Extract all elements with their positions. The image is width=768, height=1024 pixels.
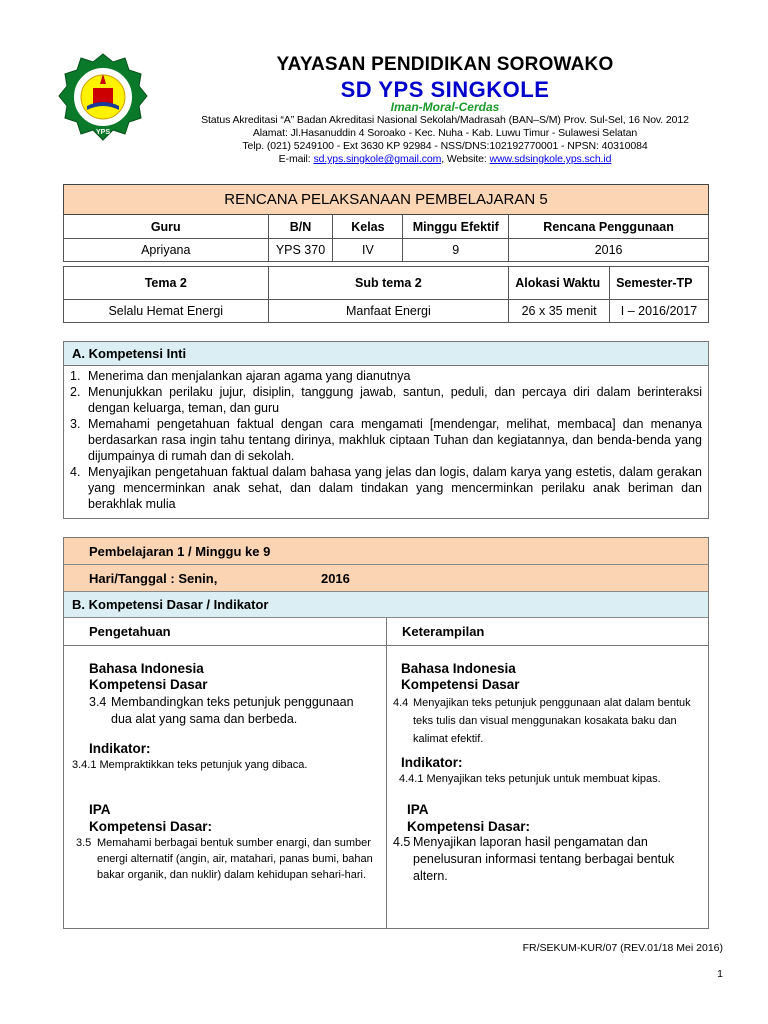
ipa-title: IPA xyxy=(89,802,111,817)
value-minggu-efektif: 9 xyxy=(403,239,509,262)
org-name: YAYASAN PENDIDIKAN SOROWAKO xyxy=(276,54,614,75)
school-name: SD YPS SINGKOLE xyxy=(340,77,550,102)
keterampilan-column xyxy=(387,618,708,928)
bi-kd-item xyxy=(393,694,693,748)
hari-tanggal-year: 2016 xyxy=(320,571,350,586)
bi-kd-text: Menyajikan teks petunjuk penggunaan alat dalam bentuk teks tulis dan visual menggunakan kosakata baku dan kalimat efektif. xyxy=(413,697,691,745)
list-item xyxy=(70,464,702,512)
tema-label: Tema 2 xyxy=(64,267,269,300)
header-guru: Guru xyxy=(64,215,269,239)
hari-tanggal-row xyxy=(64,565,708,592)
address-line: Alamat: Jl.Hasanuddin 4 Soroako - Kec. Nuha - Kab. Luwu Timur - Sulawesi Selatan xyxy=(252,127,638,139)
bi-kd-label: Kompetensi Dasar xyxy=(89,677,208,692)
ipa-kd-label: Kompetensi Dasar: xyxy=(89,819,213,834)
bi-kd-text: Membandingkan teks petunjuk penggunaan dua alat yang sama dan berbeda. xyxy=(111,695,354,726)
item-text: Menyajikan pengetahuan faktual dalam bahasa yang jelas dan logis, dalam karya yang estetis, dalam gerakan yang mencerminkan anak sehat, dan dalam tindakan yang mencerminkan perilaku anak beriman dan berakhlak mulia xyxy=(88,465,702,511)
semester-value: I – 2016/2017 xyxy=(610,300,709,323)
pengetahuan-column xyxy=(64,618,387,928)
website-label: , Website: xyxy=(441,153,490,165)
ipa-kd-item xyxy=(76,835,376,883)
tema-value: Selalu Hemat Energi xyxy=(64,300,269,323)
header-kelas: Kelas xyxy=(333,215,403,239)
pembelajaran-section xyxy=(63,537,709,929)
bi-kd-number: 4.4 xyxy=(393,697,409,709)
school-motto: Iman-Moral-Cerdas xyxy=(390,100,500,114)
bi-indikator-text: 4.4.1 Menyajikan teks petunjuk untuk membuat kipas. xyxy=(399,773,661,785)
bi-indikator-label: Indikator: xyxy=(89,741,151,756)
rpp-info-table xyxy=(63,184,709,323)
hari-tanggal-label: Hari/Tanggal : Senin, xyxy=(89,571,218,586)
subtema-value: Manfaat Energi xyxy=(268,300,509,323)
ipa-kd-label: Kompetensi Dasar: xyxy=(407,819,531,834)
email-link[interactable]: sd.yps.singkole@gmail.com xyxy=(313,153,442,165)
semester-label: Semester-TP xyxy=(610,267,709,300)
pengetahuan-heading: Pengetahuan xyxy=(64,618,386,646)
item-text: Menunjukkan perilaku jujur, disiplin, tanggung jawab, santun, peduli, dan percaya diri dalam berinteraksi dengan keluarga, teman, dan guru xyxy=(88,385,702,415)
value-guru: Apriyana xyxy=(64,239,269,262)
bi-indikator-text: 3.4.1 Mempraktikkan teks petunjuk yang dibaca. xyxy=(72,759,308,771)
kompetensi-inti-heading: A. Kompetensi Inti xyxy=(64,342,708,366)
alokasi-label: Alokasi Waktu xyxy=(509,267,610,300)
list-item xyxy=(70,368,702,384)
value-kelas: IV xyxy=(333,239,403,262)
header-rencana-penggunaan: Rencana Penggunaan xyxy=(509,215,709,239)
keterampilan-heading: Keterampilan xyxy=(387,618,708,646)
list-item xyxy=(70,416,702,464)
list-item xyxy=(70,384,702,416)
school-logo xyxy=(57,52,149,144)
bi-kd-item xyxy=(89,694,374,728)
ipa-kd-text: Menyajikan laporan hasil pengamatan dan penelusuran informasi tentang berbagai bentuk altern. xyxy=(413,835,675,883)
item-number: 3. xyxy=(70,417,81,431)
kompetensi-dasar-heading: B. Kompetensi Dasar / Indikator xyxy=(64,592,708,618)
website-link[interactable]: www.sdsingkole.yps.sch.id xyxy=(489,153,612,165)
ipa-title: IPA xyxy=(407,802,429,817)
bi-title: Bahasa Indonesia xyxy=(401,661,516,676)
item-number: 4. xyxy=(70,465,81,479)
bi-indikator-label: Indikator: xyxy=(401,755,463,770)
pembelajaran-title: Pembelajaran 1 / Minggu ke 9 xyxy=(64,538,708,565)
bi-kd-number: 3.4 xyxy=(89,695,107,709)
kompetensi-columns xyxy=(64,618,708,928)
ipa-kd-number: 4.5 xyxy=(393,835,411,849)
page-number: 1 xyxy=(717,968,723,980)
item-number: 1. xyxy=(70,369,81,383)
rpp-title: RENCANA PELAKSANAAN PEMBELAJARAN 5 xyxy=(64,185,709,215)
item-text: Memahami pengetahuan faktual dengan cara mengamati [mendengar, melihat, membaca] dan menanya berdasarkan rasa ingin tahu tentang dirinya, makhluk ciptaan Tuhan dan kegiatannya, dan benda-benda yang dijumpainya di rumah dan di sekolah. xyxy=(88,417,702,463)
item-text: Menerima dan menjalankan ajaran agama yang dianutnya xyxy=(88,369,411,383)
bi-kd-label: Kompetensi Dasar xyxy=(401,677,520,692)
ipa-kd-text: Memahami berbagai bentuk sumber enargi, dan sumber energi alternatif (angin, air, matahari, panas bumi, bahan bakar organik, dan nuklir) dalam kehidupan sehari-hari. xyxy=(97,837,373,881)
subtema-label: Sub tema 2 xyxy=(268,267,509,300)
accreditation-line: Status Akreditasi “A” Badan Akreditasi Nasional Sekolah/Madrasah (BAN–S/M) Prov. Sul-Sel, 16 Nov. 2012 xyxy=(201,114,689,126)
phone-line: Telp. (021) 5249100 - Ext 3630 KP 92984 - NSS/DNS:102192770001 - NPSN: 40310084 xyxy=(242,140,648,152)
value-bn: YPS 370 xyxy=(268,239,333,262)
ipa-kd-number: 3.5 xyxy=(76,837,92,849)
item-number: 2. xyxy=(70,385,81,399)
alokasi-value: 26 x 35 menit xyxy=(509,300,610,323)
ipa-kd-item xyxy=(393,834,693,885)
email-label: E-mail: xyxy=(278,153,314,165)
value-rencana-penggunaan: 2016 xyxy=(509,239,709,262)
kompetensi-inti-list xyxy=(64,366,708,518)
kompetensi-inti-section xyxy=(63,341,709,519)
form-code: FR/SEKUM-KUR/07 (REV.01/18 Mei 2016) xyxy=(522,942,723,954)
bi-title: Bahasa Indonesia xyxy=(89,661,204,676)
contact-line xyxy=(150,153,740,165)
logo-bottom-text: YPS xyxy=(95,129,111,136)
header-bn: B/N xyxy=(268,215,333,239)
header-minggu-efektif: Minggu Efektif xyxy=(403,215,509,239)
